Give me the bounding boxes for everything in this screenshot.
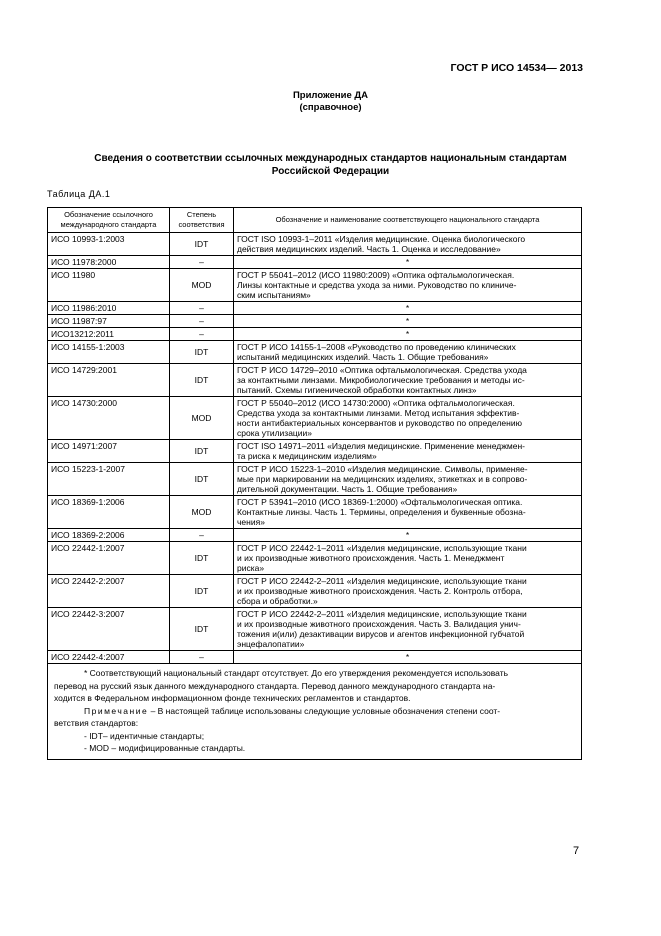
header-text: Обозначение ссылочного bbox=[64, 210, 153, 219]
national-standard-line: * bbox=[405, 316, 410, 326]
header-text: международного стандарта bbox=[60, 220, 157, 229]
reference-standard-cell: ИСО 15223-1-2007 bbox=[48, 463, 170, 496]
degree-cell: – bbox=[170, 328, 234, 341]
national-standard-line: ским испытаниям» bbox=[237, 290, 311, 300]
national-standard-line: Средства ухода за контактными линзами. Метод испытания эффектив- bbox=[237, 408, 520, 418]
national-standard-line: чения» bbox=[237, 517, 265, 527]
national-standard-cell bbox=[234, 496, 582, 529]
table-row bbox=[48, 542, 582, 575]
national-standard-line: ГОСТ Р 55041–2012 (ИСО 11980:2009) «Оптика офтальмологическая. bbox=[237, 270, 515, 280]
national-standard-line: ГОСТ ISO 10993-1–2011 «Изделия медицинские. Оценка биологического bbox=[237, 234, 526, 244]
table-footnote bbox=[48, 664, 582, 760]
degree-cell: MOD bbox=[170, 397, 234, 440]
standard-code: ГОСТ Р ИСО 14534— 2013 bbox=[450, 62, 583, 74]
note-text: – В настоящей таблице использованы следующие условные обозначения степени соот- bbox=[148, 705, 501, 716]
national-standard-line: ГОСТ Р ИСО 22442-2–2011 «Изделия медицинские, использующие ткани bbox=[237, 576, 527, 586]
footnote-line: перевод на русский язык данного международного стандарта. Перевод данного международного стандарта на- bbox=[54, 680, 496, 691]
national-standard-line: за контактными линзами. Микробиологические требования и методы ис- bbox=[237, 375, 525, 385]
table-row bbox=[48, 269, 582, 302]
reference-standard-cell: ИСО 14155-1:2003 bbox=[48, 341, 170, 364]
degree-cell: – bbox=[170, 529, 234, 542]
national-standard-line: дительной документации. Часть 1. Общие требования» bbox=[237, 484, 458, 494]
national-standard-cell bbox=[234, 328, 582, 341]
reference-standard-cell: ИСО 11980 bbox=[48, 269, 170, 302]
degree-cell: – bbox=[170, 302, 234, 315]
national-standard-line: сбора и обработки.» bbox=[237, 596, 318, 606]
reference-standard-cell: ИСО13212:2011 bbox=[48, 328, 170, 341]
degree-cell: – bbox=[170, 315, 234, 328]
national-standard-cell bbox=[234, 256, 582, 269]
table-row bbox=[48, 364, 582, 397]
degree-cell: IDT bbox=[170, 341, 234, 364]
table-row bbox=[48, 529, 582, 542]
header-text: Степень bbox=[186, 210, 217, 219]
national-standard-line: Линзы контактные и средства ухода за ними. Руководство по клиниче- bbox=[237, 280, 517, 290]
header-reference-standard bbox=[48, 208, 170, 233]
national-standard-cell bbox=[234, 302, 582, 315]
reference-standard-cell: ИСО 14730:2000 bbox=[48, 397, 170, 440]
national-standard-line: ГОСТ ISO 14971–2011 «Изделия медицинские. Применение менеджмен- bbox=[237, 441, 526, 451]
national-standard-line: ГОСТ Р 55040–2012 (ИСО 14730:2000) «Оптика офтальмологическая. bbox=[237, 398, 515, 408]
degree-cell: – bbox=[170, 256, 234, 269]
table-body bbox=[48, 233, 582, 664]
national-standard-line: мые при маркировании на медицинских изделиях, этикетках и в сопрово- bbox=[237, 474, 528, 484]
table-row bbox=[48, 341, 582, 364]
page-number: 7 bbox=[573, 845, 580, 857]
header-degree bbox=[170, 208, 234, 233]
table-header-row bbox=[48, 208, 582, 233]
national-standard-cell bbox=[234, 341, 582, 364]
annex-type: (справочное) bbox=[299, 102, 362, 113]
annex-name: Приложение ДА bbox=[292, 90, 369, 101]
national-standard-line: пытаний. Схемы гигиенической обработки контактных линз» bbox=[237, 385, 477, 395]
national-standard-line: и их производные животного происхождения. Часть 2. Контроль отбора, bbox=[237, 586, 523, 596]
table-row bbox=[48, 397, 582, 440]
correspondence-table-wrapper bbox=[47, 207, 581, 760]
header-text: соответствия bbox=[178, 220, 225, 229]
national-standard-cell bbox=[234, 529, 582, 542]
table-row bbox=[48, 463, 582, 496]
national-standard-cell bbox=[234, 542, 582, 575]
national-standard-line: ГОСТ Р ИСО 14729–2010 «Оптика офтальмологическая. Средства ухода bbox=[237, 365, 527, 375]
national-standard-line: ГОСТ Р ИСО 22442-1–2011 «Изделия медицинские, использующие ткани bbox=[237, 543, 527, 553]
footnote-line: ходится в Федеральном информационном фонде технических регламентов и стандартов. bbox=[54, 693, 411, 703]
table-row bbox=[48, 302, 582, 315]
national-standard-line: ности антибактериальных консервантов и руководство по определению bbox=[237, 418, 522, 428]
note-line bbox=[54, 705, 577, 718]
table-row bbox=[48, 328, 582, 341]
reference-standard-cell: ИСО 22442-2:2007 bbox=[48, 575, 170, 608]
national-standard-cell bbox=[234, 608, 582, 651]
national-standard-line: энцефалопатии» bbox=[237, 639, 305, 649]
degree-cell: IDT bbox=[170, 608, 234, 651]
national-standard-line: тожения и(или) дезактивации вирусов и агентов инфекционной губчатой bbox=[237, 629, 525, 639]
table-row bbox=[48, 496, 582, 529]
table-row bbox=[48, 440, 582, 463]
table-footnote-row bbox=[48, 664, 582, 760]
reference-standard-cell: ИСО 11978:2000 bbox=[48, 256, 170, 269]
reference-standard-cell: ИСО 18369-2:2006 bbox=[48, 529, 170, 542]
note-item-idt: - IDT– идентичные стандарты; bbox=[84, 730, 205, 741]
reference-standard-cell: ИСО 14729:2001 bbox=[48, 364, 170, 397]
national-standard-cell bbox=[234, 315, 582, 328]
correspondence-table bbox=[47, 207, 582, 760]
national-standard-cell bbox=[234, 233, 582, 256]
degree-cell: IDT bbox=[170, 463, 234, 496]
national-standard-line: Контактные линзы. Часть 1. Термины, определения и буквенные обозна- bbox=[237, 507, 526, 517]
note-line: ветствия стандартов: bbox=[54, 718, 139, 728]
national-standard-line: * bbox=[405, 303, 410, 313]
degree-cell: MOD bbox=[170, 269, 234, 302]
degree-cell: IDT bbox=[170, 233, 234, 256]
national-standard-line: и их производные животного происхождения. Часть 1. Менеджмент bbox=[237, 553, 505, 563]
reference-standard-cell: ИСО 22442-3:2007 bbox=[48, 608, 170, 651]
national-standard-line: риска» bbox=[237, 563, 265, 573]
national-standard-line: та риска к медицинским изделиям» bbox=[237, 451, 377, 461]
national-standard-line: ГОСТ Р ИСО 22442-2–2011 «Изделия медицинские, использующие ткани bbox=[237, 609, 527, 619]
national-standard-line: и их производные животного происхождения. Часть 3. Валидация унич- bbox=[237, 619, 521, 629]
degree-cell: IDT bbox=[170, 364, 234, 397]
reference-standard-cell: ИСО 18369-1:2006 bbox=[48, 496, 170, 529]
reference-standard-cell: ИСО 11986:2010 bbox=[48, 302, 170, 315]
national-standard-line: * bbox=[405, 257, 410, 267]
national-standard-line: действия медицинских изделий. Часть 1. Оценка и исследование» bbox=[237, 244, 501, 254]
national-standard-line: * bbox=[405, 652, 410, 662]
reference-standard-cell: ИСО 22442-1:2007 bbox=[48, 542, 170, 575]
table-caption: Таблица ДА.1 bbox=[47, 189, 111, 199]
degree-cell: IDT bbox=[170, 440, 234, 463]
national-standard-line: * bbox=[405, 530, 410, 540]
national-standard-line: срока утилизации» bbox=[237, 428, 313, 438]
heading-line: Российской Федерации bbox=[271, 166, 390, 177]
degree-cell: MOD bbox=[170, 496, 234, 529]
national-standard-cell bbox=[234, 269, 582, 302]
footnote-line: * Соответствующий национальный стандарт отсутствует. До его утверждения рекомендуется использовать bbox=[84, 668, 509, 678]
national-standard-line: ГОСТ Р ИСО 15223-1–2010 «Изделия медицинские. Символы, применяе- bbox=[237, 464, 528, 474]
header-national-standard: Обозначение и наименование соответствующего национального стандарта bbox=[234, 208, 582, 233]
national-standard-cell bbox=[234, 575, 582, 608]
national-standard-line: * bbox=[405, 329, 410, 339]
heading-line: Сведения о соответствии ссылочных международных стандартов национальным стандартам bbox=[94, 153, 567, 164]
table-row bbox=[48, 608, 582, 651]
annex-title bbox=[0, 90, 661, 114]
reference-standard-cell: ИСО 22442-4:2007 bbox=[48, 651, 170, 664]
national-standard-cell bbox=[234, 364, 582, 397]
degree-cell: IDT bbox=[170, 542, 234, 575]
national-standard-cell bbox=[234, 397, 582, 440]
note-item-mod: - MOD – модифицированные стандарты. bbox=[84, 743, 246, 753]
degree-cell: – bbox=[170, 651, 234, 664]
national-standard-cell bbox=[234, 463, 582, 496]
table-row bbox=[48, 233, 582, 256]
reference-standard-cell: ИСО 10993-1:2003 bbox=[48, 233, 170, 256]
national-standard-cell bbox=[234, 651, 582, 664]
table-row bbox=[48, 575, 582, 608]
table-row bbox=[48, 651, 582, 664]
national-standard-line: испытаний медицинских изделий. Часть 1. Общие требования» bbox=[237, 352, 489, 362]
reference-standard-cell: ИСО 11987:97 bbox=[48, 315, 170, 328]
section-heading bbox=[40, 152, 621, 178]
table-row bbox=[48, 315, 582, 328]
degree-cell: IDT bbox=[170, 575, 234, 608]
national-standard-line: ГОСТ Р ИСО 14155-1–2008 «Руководство по проведению клинических bbox=[237, 342, 516, 352]
national-standard-line: ГОСТ Р 53941–2010 (ИСО 18369-1:2000) «Офтальмологическая оптика. bbox=[237, 497, 523, 507]
reference-standard-cell: ИСО 14971:2007 bbox=[48, 440, 170, 463]
table-row bbox=[48, 256, 582, 269]
national-standard-cell bbox=[234, 440, 582, 463]
note-label: Примечание bbox=[84, 705, 149, 716]
